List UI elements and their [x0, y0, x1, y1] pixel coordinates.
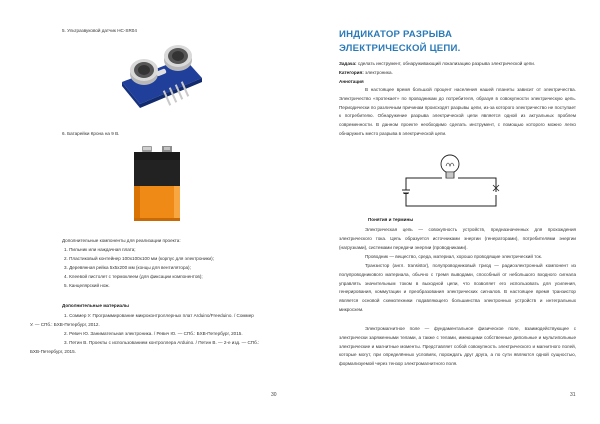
- ultrasonic-sensor-image: [116, 36, 208, 116]
- category-text: электроника.: [363, 70, 393, 75]
- term-paragraph-conductor: Проводник — вещество, среда, материал, хорошо проводящие электрический ток.: [365, 254, 543, 259]
- material-line: У. — СПб.: БХВ-Петербург, 2012.: [30, 322, 100, 327]
- battery-image: [130, 144, 186, 224]
- material-line: БХВ-Петербург, 2015.: [30, 349, 76, 354]
- material-line: 2. Ревич Ю. Занимательная электроника. / Ревич Ю. — СПб.: БХВ-Петербург, 2015.: [64, 331, 243, 336]
- task-text: сделать инструмент, обнаруживающий локализацию разрыва электрической цепи.: [356, 61, 536, 66]
- task-line: [339, 61, 535, 67]
- article-title-line2: ЭЛЕКТРИЧЕСКОЙ ЦЕПИ.: [339, 43, 461, 54]
- extra-item: 4. Клеевой пистолет с термоклеем (для фиксации компонентов);: [64, 274, 203, 279]
- annotation-heading: Аннотация: [339, 79, 364, 84]
- category-label: Категория:: [339, 70, 364, 75]
- terms-heading: Понятия и термины: [368, 217, 414, 222]
- material-line: 1. Соммер У. Программирование микроконтроллерных плат Arduino/Freeduino. / Соммер: [64, 313, 254, 318]
- category-line: [339, 70, 393, 76]
- sensor-caption: 5. Ультразвуковой датчик HC-SR04: [62, 28, 137, 33]
- annotation-paragraph: В настоящее время большой процент населения нашей планеты зависит от электричества. Электричество «протекает» по проводникам до потребителя, образуя в совокупности электрическую цепь. Периодически по различным причинам происходят разрывы цепи, из-за которого электричество не поступает к потребителю. Обнаружение разрыва электрической цепи является одной из актуальных проблем современности. В данном проекте необходимо сделать инструмент, с помощью которого можно легко обнаружить место разрыва в электрической цепи.: [339, 87, 576, 136]
- battery-caption: 6. Батарейки Крона на 9 В.: [62, 131, 120, 136]
- task-label: Задача:: [339, 61, 357, 66]
- extra-item: 3. Деревянная рейка 5х5х200 мм (концы для вентилятора);: [64, 265, 191, 270]
- term-paragraph-transistor: Транзистор (англ. transistor), полупроводниковый триод — радиоэлектронный компонент из полупроводникового материала, обычно с тремя выводами, способный от небольшого входного сигнала управлять значительным током в выходной цепи, что позволяет его использовать для усиления, генерирования, коммутации и преобразования электрических сигналов. В настоящее время транзистор является основой схемотехники подавляющего большинства электронных устройств и интегральных микросхем.: [339, 263, 576, 312]
- page-number-right: 31: [570, 392, 576, 398]
- term-paragraph-em-field: Электромагнитное поле — фундаментальное физическое поле, взаимодействующее с электрически заряженными телами, а также с телами, имеющими собственные дипольные и мультипольные электрические и магнитные моменты. Представляет собой совокупность электрического и магнитного полей, которые могут, при определённых условиях, порождать друг друга, а по сути являются одной сущностью, формализуемой через тензор электромагнитного поля.: [339, 326, 576, 367]
- extra-item: 1. Пильник или наждачная плата;: [64, 247, 136, 252]
- term-paragraph-circuit: Электрическая цепь — совокупность устройств, предназначенных для прохождения электрического тока. Цепь образуется источниками энергии (генераторами), потребителями энергии (нагрузками), системами передачи энергии (проводниками).: [339, 227, 576, 250]
- circuit-diagram: [392, 152, 510, 214]
- article-title-line1: ИНДИКАТОР РАЗРЫВА: [339, 29, 453, 40]
- page-number-left: 30: [271, 392, 277, 398]
- extra-item: 5. Канцелярский нож.: [64, 283, 110, 288]
- extra-item: 2. Пластиковый контейнер 100х100х100 мм (корпус для электроники);: [64, 256, 214, 261]
- material-line: 3. Петин В. Проекты с использованием контроллера Arduino. / Петин В. — 2-е изд. — СПб.:: [64, 340, 260, 345]
- materials-heading: Дополнительные материалы: [62, 303, 129, 308]
- extra-components-heading: Дополнительные компоненты для реализации проекта:: [62, 238, 181, 243]
